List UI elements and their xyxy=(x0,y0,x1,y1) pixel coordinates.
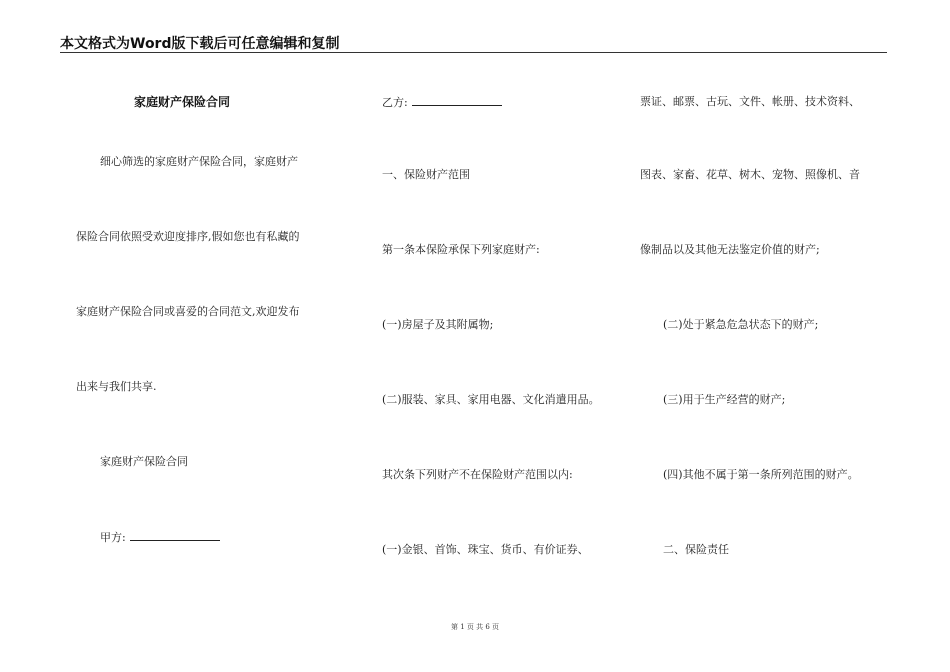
party-b-label: 乙方: xyxy=(382,96,408,109)
col2-line-6: (一)金银、首饰、珠宝、货币、有价证券、 xyxy=(382,543,589,556)
page-number: 第 1 页 共 6 页 xyxy=(450,623,500,631)
contract-subtitle: 家庭财产保险合同 xyxy=(100,455,188,468)
col3-line-3: 像制品以及其他无法鉴定价值的财产; xyxy=(640,243,820,256)
intro-line-3: 家庭财产保险合同或喜爱的合同范文,欢迎发布 xyxy=(76,305,300,318)
col3-line-4: (二)处于紧急危急状态下的财产; xyxy=(663,318,819,331)
col2-line-5: 其次条下列财产不在保险财产范围以内: xyxy=(382,468,573,481)
col3-line-6: (四)其他不属于第一条所列范围的财产。 xyxy=(663,468,859,481)
intro-line-4: 出来与我们共享. xyxy=(76,380,157,393)
col2-line-2: 第一条本保险承保下列家庭财产: xyxy=(382,243,540,256)
col3-line-1: 票证、邮票、古玩、文件、帐册、技术资料、 xyxy=(640,95,860,108)
party-a-blank xyxy=(130,530,220,541)
header-divider xyxy=(60,52,887,53)
intro-line-2: 保险合同依照受欢迎度排序,假如您也有私藏的 xyxy=(76,230,300,243)
document-title: 家庭财产保险合同 xyxy=(134,95,231,109)
section-1-heading: 一、保险财产范围 xyxy=(382,168,470,181)
col2-line-3: (一)房屋子及其附属物; xyxy=(382,318,494,331)
party-b-blank xyxy=(412,95,502,106)
document-header-title: 本文格式为Word版下载后可任意编辑和复制 xyxy=(60,36,340,52)
section-2-heading: 二、保险责任 xyxy=(663,543,729,556)
col3-line-2: 图表、家畜、花草、树木、宠物、照像机、音 xyxy=(640,168,860,181)
col3-line-5: (三)用于生产经营的财产; xyxy=(663,393,786,406)
party-b-line xyxy=(382,95,502,110)
intro-line-1: 细心筛选的家庭财产保险合同，家庭财产 xyxy=(100,155,298,168)
party-a-label: 甲方: xyxy=(100,531,126,544)
party-a-line xyxy=(100,530,220,545)
col2-line-4: (二)服装、家具、家用电器、文化消遣用品。 xyxy=(382,393,600,406)
